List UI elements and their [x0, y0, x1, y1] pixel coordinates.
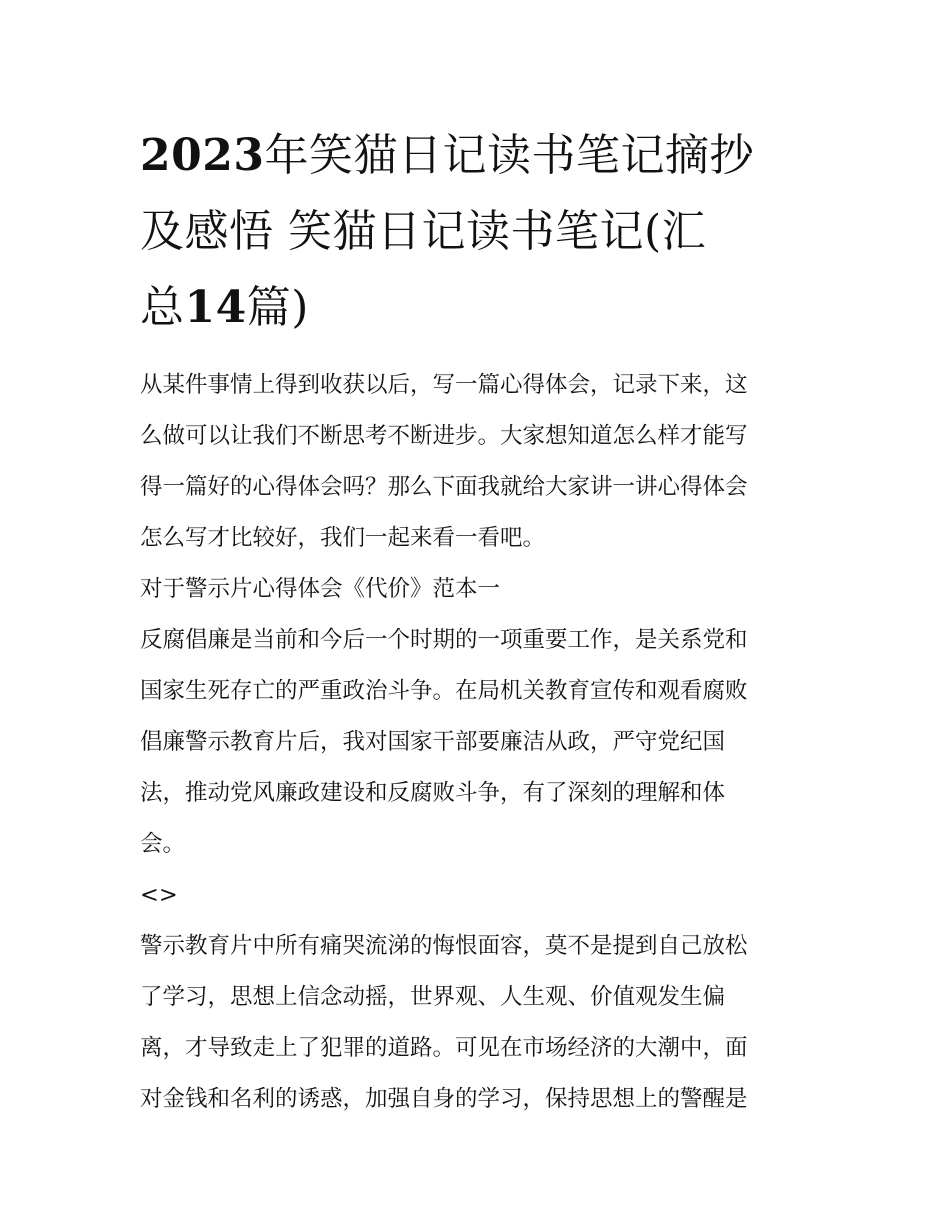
- section-heading: [140, 564, 820, 615]
- body-paragraph: [140, 921, 820, 1125]
- document-page: [140, 118, 820, 1125]
- text-line: 会。: [140, 831, 186, 857]
- title-line: 及感悟 笑猫日记读书笔记(汇: [140, 206, 707, 257]
- text-line: 倡廉警示教育片后，我对国家干部要廉洁从政，严守党纪国: [140, 729, 726, 755]
- text-line: 反腐倡廉是当前和今后一个时期的一项重要工作，是关系党和: [140, 627, 748, 653]
- text-line: 国家生死存亡的严重政治斗争。在局机关教育宣传和观看腐败: [140, 678, 748, 704]
- document-title: [140, 118, 820, 346]
- text-line: 对于警示片心得体会《代价》范本一: [140, 576, 501, 602]
- text-line: <>: [140, 882, 178, 908]
- title-line: 总14篇): [140, 282, 309, 333]
- placeholder-marker: [140, 870, 820, 921]
- text-line: 得一篇好的心得体会吗？那么下面我就给大家讲一讲心得体会: [140, 474, 748, 500]
- text-line: 离，才导致走上了犯罪的道路。可见在市场经济的大潮中，面: [140, 1035, 748, 1061]
- text-line: 法，推动党风廉政建设和反腐败斗争，有了深刻的理解和体: [140, 780, 726, 806]
- intro-paragraph: [140, 360, 820, 564]
- text-line: 怎么写才比较好，我们一起来看一看吧。: [140, 525, 546, 551]
- text-line: 警示教育片中所有痛哭流涕的悔恨面容，莫不是提到自己放松: [140, 933, 748, 959]
- text-line: 么做可以让我们不断思考不断进步。大家想知道怎么样才能写: [140, 423, 748, 449]
- body-paragraph: [140, 615, 820, 870]
- title-line: 2023年笑猫日记读书笔记摘抄: [140, 130, 754, 181]
- text-line: 了学习，思想上信念动摇，世界观、人生观、价值观发生偏: [140, 984, 726, 1010]
- text-line: 从某件事情上得到收获以后，写一篇心得体会，记录下来，这: [140, 372, 748, 398]
- text-line: 对金钱和名利的诱惑，加强自身的学习，保持思想上的警醒是: [140, 1086, 748, 1112]
